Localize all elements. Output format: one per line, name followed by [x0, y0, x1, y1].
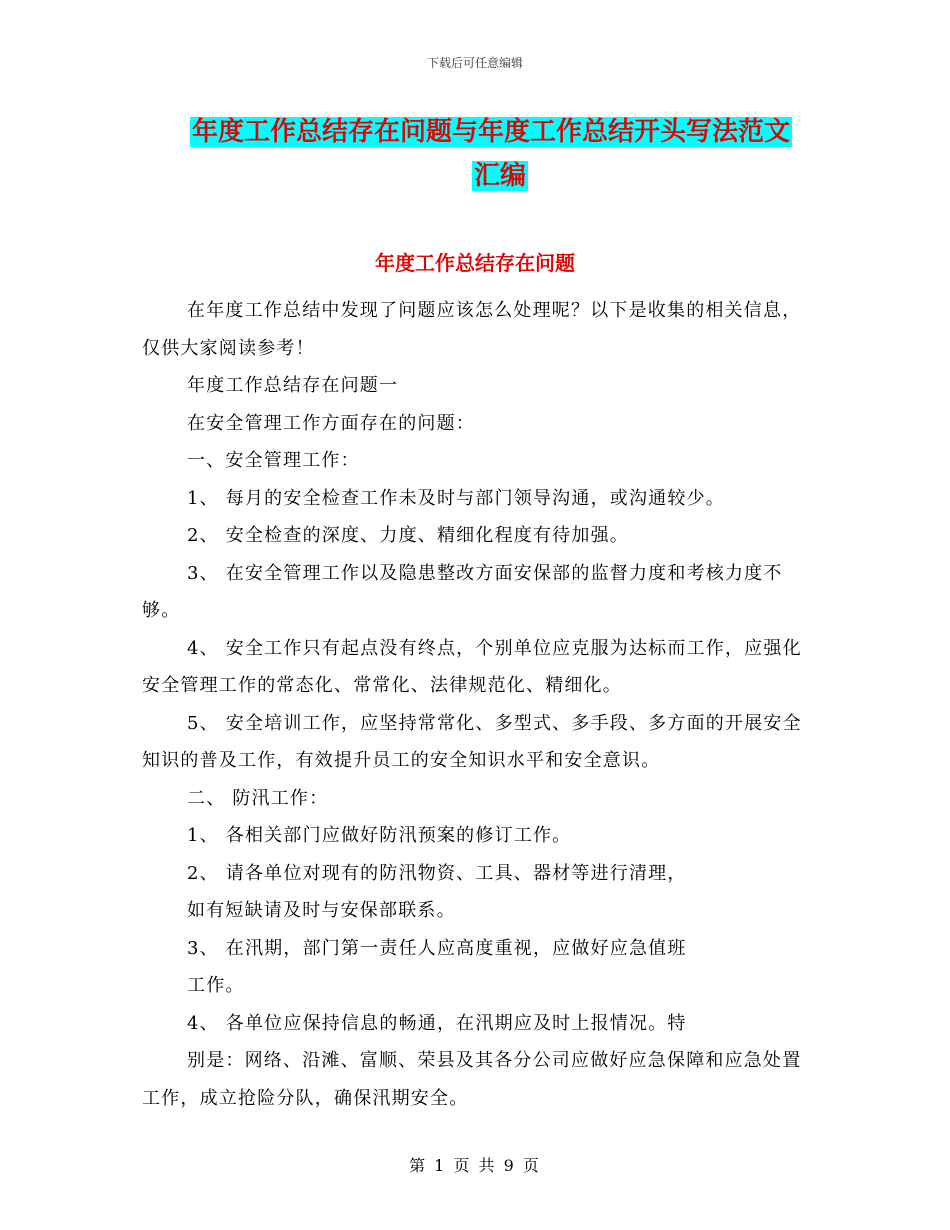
page-footer: 第 1 页 共 9 页: [409, 1156, 541, 1175]
list-item-continuation: 别是：网络、沿滩、富顺、荣县及其各分公司应做好应急保障和应急处置工作，成立抢险分队，确保汛期安全。: [142, 1050, 802, 1109]
list-item: 2、 请各单位对现有的防汛物资、工具、器材等进行清理，: [187, 862, 687, 884]
list-item: 3、 在汛期，部门第一责任人应高度重视，应做好应急值班: [187, 937, 687, 959]
paragraph: 在安全管理工作方面存在的问题：: [187, 412, 475, 434]
list-item-continuation: 如有短缺请及时与安保部联系。: [187, 900, 456, 921]
list-item: 5、 安全培训工作，应坚持常常化、多型式、多手段、多方面的开展安全知识的普及工作，有效提升员工的安全知识水平和安全意识。: [142, 712, 802, 771]
list-item-continuation: 工作。: [187, 975, 245, 996]
paragraph: 一、安全管理工作：: [187, 450, 360, 471]
section-title: 年度工作总结存在问题: [375, 251, 575, 275]
title-line-2: 汇编: [473, 161, 526, 191]
list-item: 2、 安全检查的深度、力度、精细化程度有待加强。: [187, 525, 629, 546]
list-item: 3、 在安全管理工作以及隐患整改方面安保部的监督力度和考核力度不够。: [142, 562, 783, 621]
paragraph: 年度工作总结存在问题一: [187, 375, 399, 396]
document-title: [190, 110, 810, 198]
list-item: 4、 各单位应保持信息的畅通，在汛期应及时上报情况。特: [187, 1012, 687, 1034]
title-line-1: 年度工作总结存在问题与年度工作总结开头写法范文: [192, 117, 791, 147]
list-item: 4、 安全工作只有起点没有终点，个别单位应克服为达标而工作，应强化安全管理工作的常态化、常常化、法律规范化、精细化。: [142, 637, 802, 696]
list-item: 1、 各相关部门应做好防汛预案的修订工作。: [187, 825, 572, 846]
document-body: [142, 292, 812, 1117]
list-item: 1、 每月的安全检查工作未及时与部门领导沟通，或沟通较少。: [187, 487, 725, 509]
paragraph: 二、 防汛工作：: [187, 787, 329, 809]
paragraph: 在年度工作总结中发现了问题应该怎么处理呢？以下是收集的相关信息，仅供大家阅读参考！: [142, 300, 802, 359]
page-header-note: 下载后可任意编辑: [426, 56, 523, 70]
